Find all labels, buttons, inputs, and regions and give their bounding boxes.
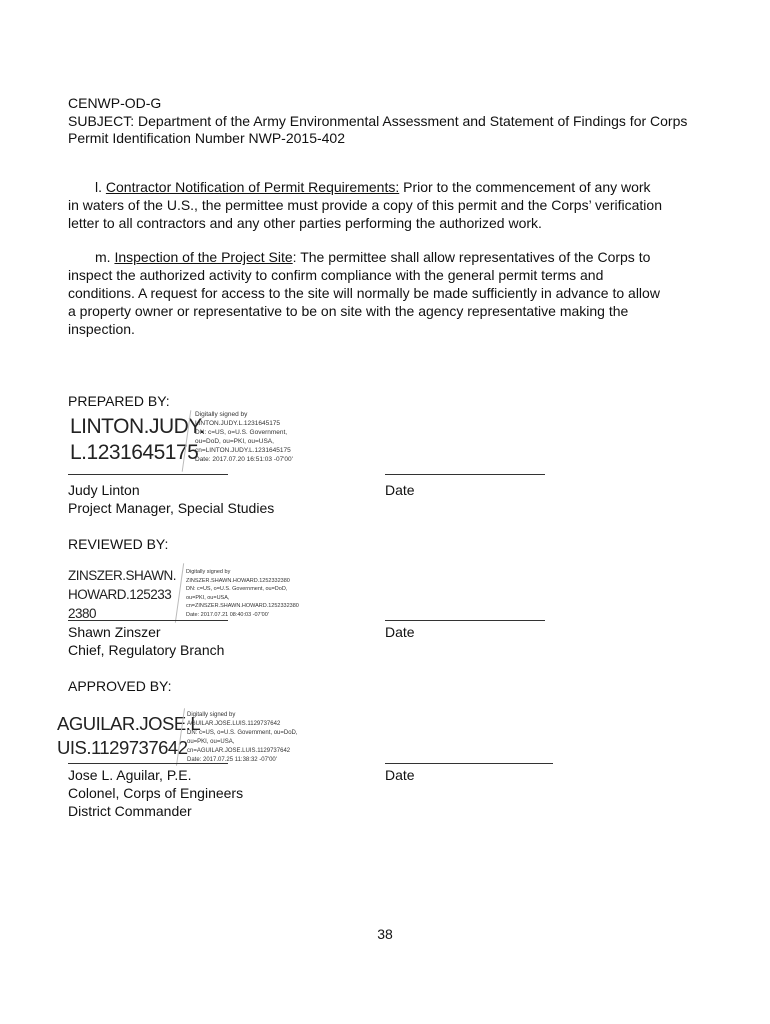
prepared-date-label: Date: [385, 482, 415, 498]
approved-title-1: Colonel, Corps of Engineers: [68, 785, 244, 801]
paragraph-m-line-4: a property owner or representative to be on site with the agency representative making the: [68, 303, 629, 319]
digital-signature-details: Digitally signed by LINTON.JUDY.L.1231645175 DN: c=US, o=U.S. Government, ou=DoD, ou=PKI, ou=USA, cn=LINTON.JUDY.L.1231645175 Date: 2017.07.20 16:51:03 -07'00': [195, 411, 293, 463]
paragraph-l-line-3: letter to all contractors and any other parties performing the authorized work.: [68, 215, 542, 231]
paragraph-m: [68, 248, 708, 338]
signature-name-line-2: L.1231645175: [70, 441, 199, 464]
subject-line-2: Permit Identification Number NWP-2015-402: [68, 130, 346, 146]
date-line: [385, 474, 545, 475]
prepared-title: Project Manager, Special Studies: [68, 500, 275, 516]
reviewed-by-label: REVIEWED BY:: [68, 536, 169, 552]
paragraph-m-heading: Inspection of the Project Site: [114, 249, 293, 265]
signature-name-line-2: UIS.1129737642: [57, 737, 188, 758]
paragraph-l-line-2: in waters of the U.S., the permittee must provide a copy of this permit and the Corps’ verification: [68, 197, 662, 213]
signature-name-line-1: AGUILAR.JOSE.L: [57, 713, 201, 734]
approved-name: Jose L. Aguilar, P.E.: [68, 767, 192, 783]
date-line: [385, 620, 545, 621]
approved-date-label: Date: [385, 767, 415, 783]
prepared-by-label: PREPARED BY:: [68, 393, 170, 409]
paragraph-m-line-1: m. Inspection of the Project Site: The permittee shall allow representatives of the Corps to: [95, 249, 651, 265]
signature-name-line-1: ZINSZER.SHAWN.: [68, 568, 177, 583]
signature-line: [68, 763, 228, 764]
subject-line-1: SUBJECT: Department of the Army Environmental Assessment and Statement of Findings for Corps: [68, 113, 688, 129]
reviewed-date-label: Date: [385, 624, 415, 640]
signature-name-line-1: LINTON.JUDY.: [70, 415, 205, 438]
prepared-name: Judy Linton: [68, 482, 140, 498]
paragraph-m-line-2: inspect the authorized activity to confirm compliance with the general permit terms and: [68, 267, 604, 283]
reviewed-title: Chief, Regulatory Branch: [68, 642, 225, 658]
approved-title-2: District Commander: [68, 803, 192, 819]
paragraph-l-heading: Contractor Notification of Permit Requirements:: [105, 179, 400, 195]
signature-line: [68, 474, 228, 475]
signature-name-line-3: 2380: [68, 606, 97, 621]
digital-signature-details: Digitally signed by ZINSZER.SHAWN.HOWARD.1252332380 DN: c=US, o=U.S. Government, ou=DoD, ou=PKI, ou=USA, cn=ZINSZER.SHAWN.HOWARD.1252332380 Date: 2017.07.21 08:40:03 -07'00': [186, 569, 299, 618]
paragraph-m-line-5: inspection.: [68, 321, 135, 337]
page-number: 38: [377, 926, 393, 942]
signature-line: [68, 620, 228, 621]
office-symbol: CENWP-OD-G: [68, 95, 162, 111]
signature-mark: [175, 563, 184, 623]
paragraph-m-line-3: conditions. A request for access to the site will normally be made sufficiently in advance to allow: [68, 285, 660, 301]
signature-name-line-2: HOWARD.125233: [68, 587, 172, 602]
approved-by-label: APPROVED BY:: [68, 678, 172, 694]
digital-signature-details: Digitally signed by AGUILAR.JOSE.LUIS.1129737642 DN: c=US, o=U.S. Government, ou=DoD, ou=PKI, ou=USA, cn=AGUILAR.JOSE.LUIS.1129737642 Date: 2017.07.25 11:38:32 -07'00': [187, 712, 298, 763]
date-line: [385, 763, 553, 764]
paragraph-l-line-1: l. Contractor Notification of Permit Requirements: Prior to the commencement of any work: [95, 179, 651, 195]
reviewed-name: Shawn Zinszer: [68, 624, 161, 640]
paragraph-l: [68, 178, 708, 232]
